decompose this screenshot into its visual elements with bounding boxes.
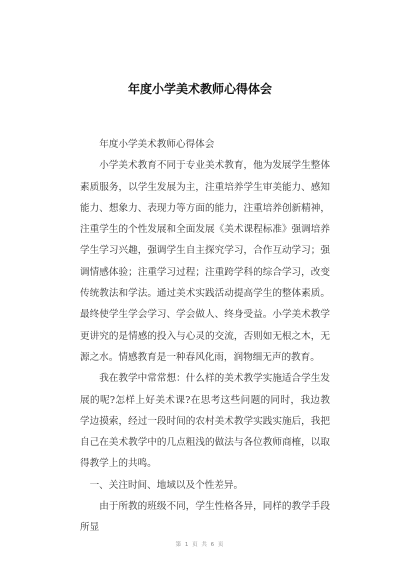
paragraph-3-heading: 一、关注时间、地域以及个性差异。: [89, 479, 244, 491]
document-title: 年度小学美术教师心得体会: [127, 82, 272, 96]
document-body: [80, 134, 330, 539]
paragraph-1: 小学美术教育不同于专业美术教育，他为发展学生整体素质服务，以学生发展为主，注重培养学生审美能力、感知能力、想象力、表现力等方面的能力，注重培养创新精神，注重学生的个性发展和全面发展《美术课程标准》强调培养学生学习兴趣，强调学生自主探究学习，合作互动学习；强调情感体验；注重学习过程；注重跨学科的综合学习，改变传统教法和学法。通过美术实践活动提高学生的整体素质。最终使学生学会学习、学会做人、终身受益。小学美术教学更讲究的是情感的投入与心灵的交流，否则如无根之木，无源之水。情感教育是一种春风化雨，润物细无声的教育。: [80, 160, 330, 363]
page-number: 第 1 页 共 6 页: [175, 542, 225, 548]
paragraph-4: 由于所教的班级不同，学生性格各异，同样的教学手段所显: [80, 501, 330, 534]
section-heading: 年度小学美术教师心得体会: [99, 139, 215, 150]
paragraph-2: 我在教学中常常想：什么样的美术教学实施适合学生发展的呢?怎样上好美术课?在思考这些问题的同时，我边教学边摸索，经过一段时间的农村美术教学实践实施后，我把自己在美术教学中的几点粗浅的做法与各位教师商榷，以取得教学上的共鸣。: [80, 373, 330, 470]
